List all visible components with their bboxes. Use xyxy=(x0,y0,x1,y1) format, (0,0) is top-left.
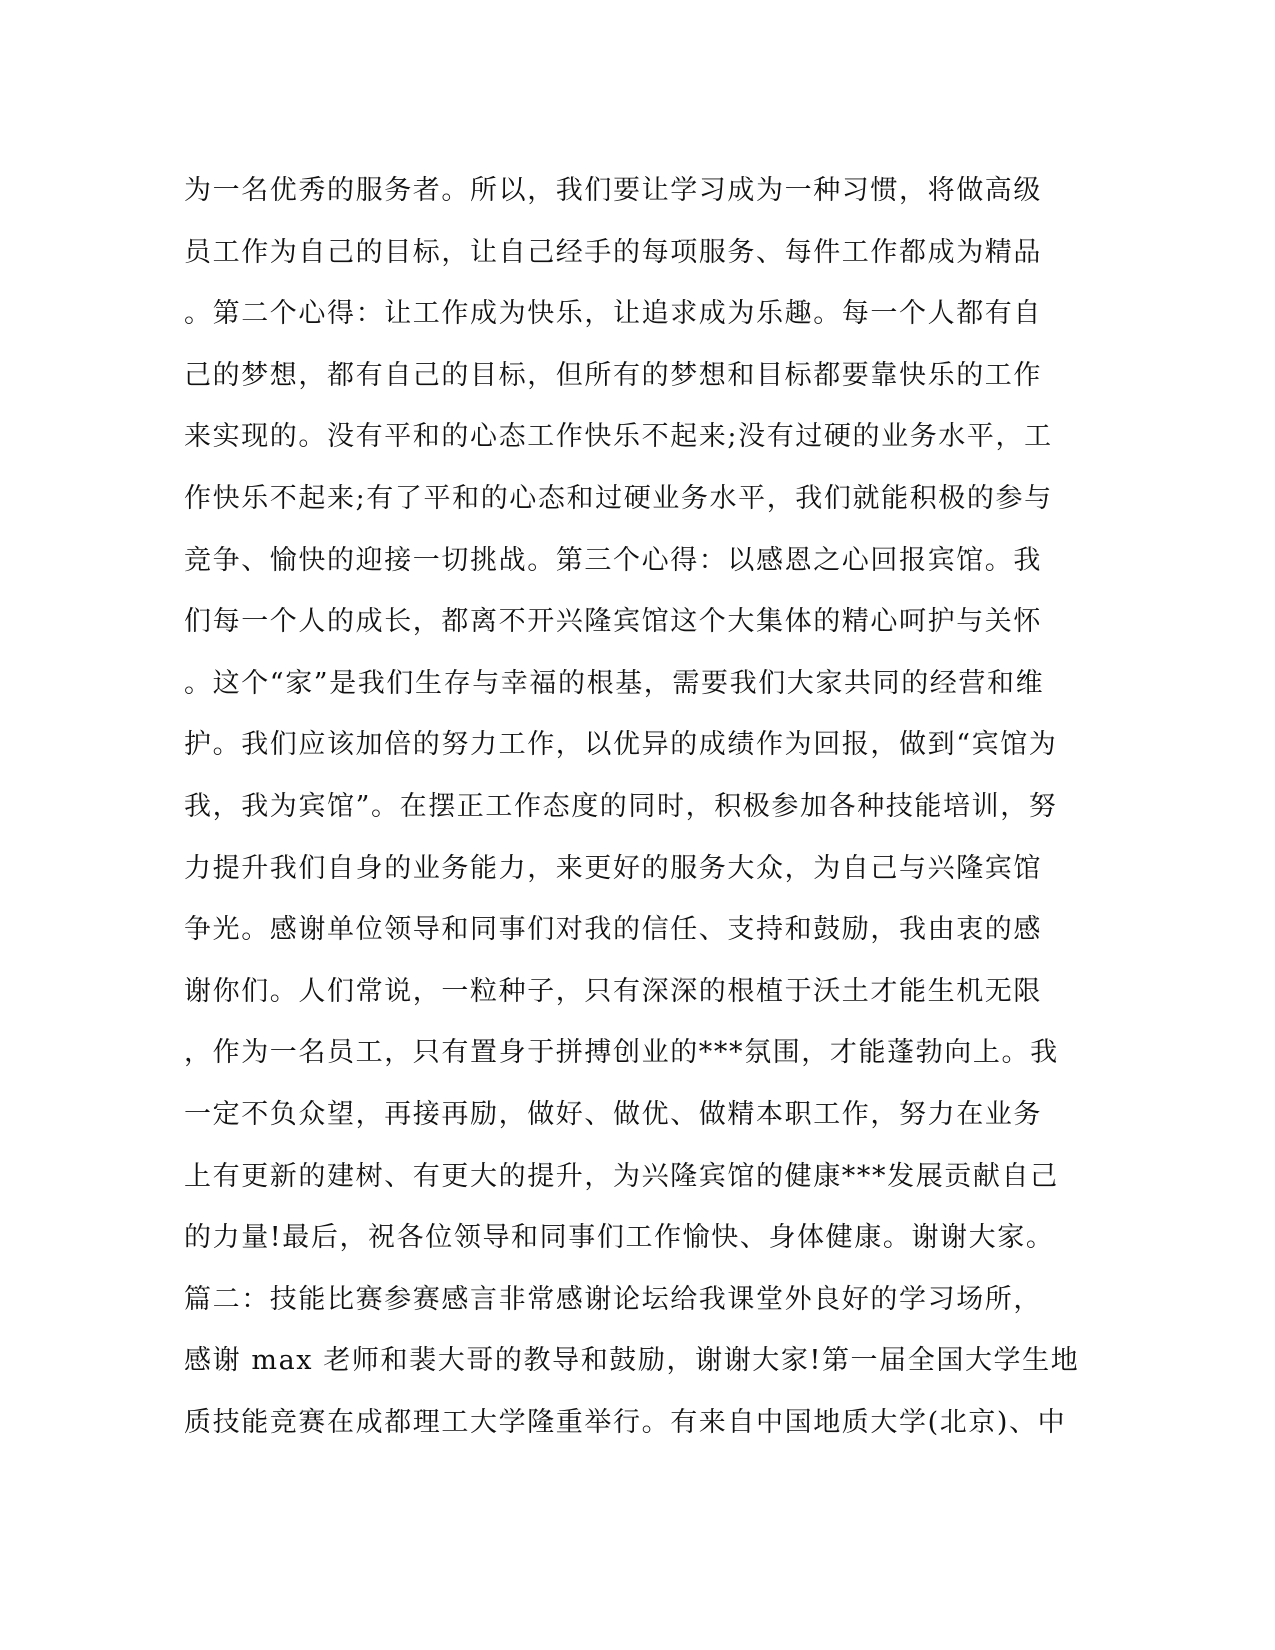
text-line: 为一名优秀的服务者。所以，我们要让学习成为一种习惯，将做高级 xyxy=(184,175,1042,206)
text-line: 争光。感谢单位领导和同事们对我的信任、支持和鼓励，我由衷的感 xyxy=(184,914,1042,946)
text-line: 。这个“家”是我们生存与幸福的根基，需要我们大家共同的经营和维 xyxy=(184,667,1045,699)
text-line: 己的梦想，都有自己的目标，但所有的梦想和目标都要靠快乐的工作 xyxy=(184,359,1042,391)
text-line: 力提升我们自身的业务能力，来更好的服务大众，为自己与兴隆宾馆 xyxy=(184,852,1042,884)
text-line: ，作为一名员工，只有置身于拼搏创业的***氛围，才能蓬勃向上。我 xyxy=(184,1037,1059,1069)
text-line: 上有更新的建树、有更大的提升，为兴隆宾馆的健康***发展贡献自己 xyxy=(184,1160,1059,1192)
body-text xyxy=(184,160,1080,1453)
text-line: 感谢 max 老师和裴大哥的教导和鼓励，谢谢大家!第一届全国大学生地 xyxy=(184,1345,1080,1377)
text-line: 质技能竞赛在成都理工大学隆重举行。有来自中国地质大学(北京)、中 xyxy=(184,1406,1067,1438)
text-line: 竞争、愉快的迎接一切挑战。第三个心得：以感恩之心回报宾馆。我 xyxy=(184,544,1042,576)
text-line: 一定不负众望，再接再励，做好、做优、做精本职工作，努力在业务 xyxy=(184,1098,1042,1130)
text-line: 来实现的。没有平和的心态工作快乐不起来;没有过硬的业务水平，工 xyxy=(184,421,1053,453)
text-line: 谢你们。人们常说，一粒种子，只有深深的根植于沃土才能生机无限 xyxy=(184,975,1042,1007)
text-line: 我，我为宾馆”。在摆正工作态度的同时，积极参加各种技能培训，努 xyxy=(184,790,1058,822)
section-heading-line: 篇二：技能比赛参赛感言非常感谢论坛给我课堂外良好的学习场所， xyxy=(184,1283,1042,1315)
text-line: 。第二个心得：让工作成为快乐，让追求成为乐趣。每一个人都有自 xyxy=(184,298,1042,330)
text-line: 们每一个人的成长，都离不开兴隆宾馆这个大集体的精心呵护与关怀 xyxy=(184,606,1042,638)
text-line: 的力量!最后，祝各位领导和同事们工作愉快、身体健康。谢谢大家。 xyxy=(184,1222,1055,1254)
text-line: 员工作为自己的目标，让自己经手的每项服务、每件工作都成为精品 xyxy=(184,236,1042,268)
text-line: 作快乐不起来;有了平和的心态和过硬业务水平，我们就能积极的参与 xyxy=(184,482,1053,514)
text-line: 护。我们应该加倍的努力工作，以优异的成绩作为回报，做到“宾馆为 xyxy=(184,729,1058,761)
